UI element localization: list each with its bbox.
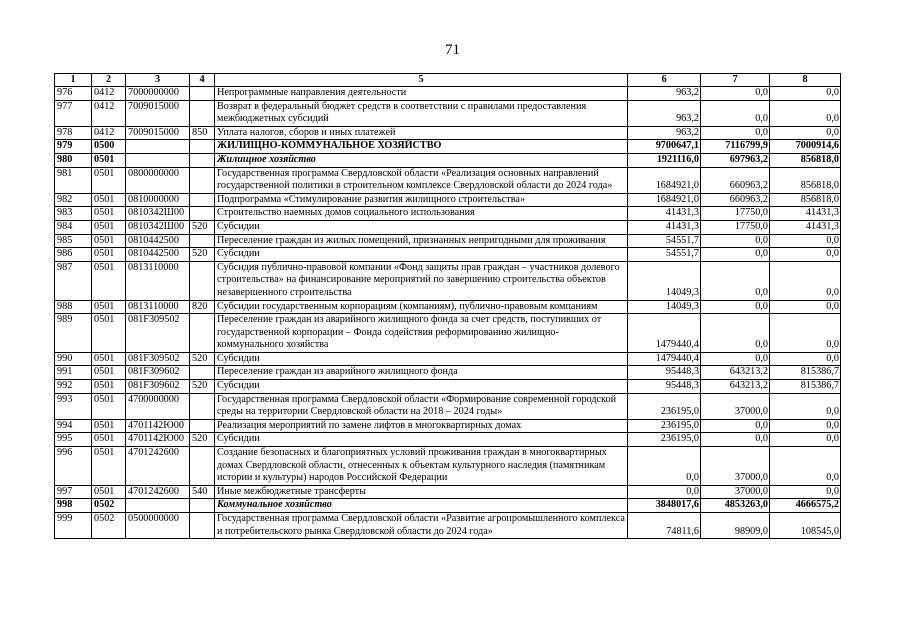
amount-year1-cell: 41431,3 [628,220,701,234]
target-article-cell: 0800000000 [126,167,190,193]
amount-year2-cell: 0,0 [701,248,770,262]
amount-year3-cell: 0,0 [770,100,841,126]
amount-year2-cell: 0,0 [701,300,770,314]
table-row [55,87,841,101]
item-name-cell: Переселение граждан из жилых помещений, признанных непригодными для проживания [215,234,628,248]
target-article-cell: 0500000000 [126,513,190,539]
expense-type-cell [190,207,215,221]
amount-year2-cell: 643213,2 [701,366,770,380]
target-article-cell: 0810342Ш00 [126,220,190,234]
expense-type-cell [190,140,215,154]
target-article-cell: 081F309502 [126,352,190,366]
amount-year2-cell: 0,0 [701,314,770,353]
item-name-cell: Государственная программа Свердловской области «Развитие агропромышленного комплекса и потребительского рынка Свердловской области до 2024 года» [215,513,628,539]
expense-type-cell [190,153,215,167]
section-code-cell: 0501 [92,207,126,221]
section-code-cell: 0500 [92,140,126,154]
target-article-cell: 0810442500 [126,248,190,262]
table-row [55,433,841,447]
row-number-cell: 990 [55,352,92,366]
amount-year1-cell: 236195,0 [628,419,701,433]
amount-year1-cell: 95448,3 [628,366,701,380]
row-number-cell: 993 [55,393,92,419]
row-number-cell: 978 [55,126,92,140]
item-name-cell: Реализация мероприятий по замене лифтов в многоквартирных домах [215,419,628,433]
header-row [55,74,841,87]
row-number-cell: 989 [55,314,92,353]
amount-year3-cell: 0,0 [770,126,841,140]
row-number-cell: 983 [55,207,92,221]
amount-year3-cell: 0,0 [770,87,841,101]
section-code-cell: 0501 [92,153,126,167]
expense-type-cell [190,419,215,433]
row-number-cell: 997 [55,485,92,499]
item-name-cell: Субсидии [215,433,628,447]
section-code-cell: 0501 [92,485,126,499]
amount-year3-cell: 815386,7 [770,366,841,380]
amount-year3-cell: 856818,0 [770,193,841,207]
target-article-cell: 4701242600 [126,447,190,486]
amount-year3-cell: 0,0 [770,447,841,486]
expense-type-cell [190,499,215,513]
amount-year2-cell: 0,0 [701,352,770,366]
amount-year2-cell: 660963,2 [701,193,770,207]
item-name-cell: Коммунальное хозяйство [215,499,628,513]
amount-year1-cell: 54551,7 [628,234,701,248]
section-code-cell: 0501 [92,248,126,262]
amount-year3-cell: 0,0 [770,419,841,433]
target-article-cell: 4701242600 [126,485,190,499]
row-number-cell: 985 [55,234,92,248]
amount-year1-cell: 14049,3 [628,261,701,300]
amount-year1-cell: 54551,7 [628,248,701,262]
item-name-cell: Государственная программа Свердловской области «Формирование современной городской среды на территории Свердловской области на 2018 – 2024 годы» [215,393,628,419]
expense-type-cell [190,513,215,539]
expense-type-cell: 850 [190,126,215,140]
row-number-cell: 992 [55,380,92,394]
section-code-cell: 0501 [92,419,126,433]
target-article-cell: 0810342Ш00 [126,207,190,221]
expense-type-cell: 820 [190,300,215,314]
row-number-cell: 996 [55,447,92,486]
row-number-cell: 976 [55,87,92,101]
item-name-cell: Субсидии [215,248,628,262]
amount-year1-cell: 236195,0 [628,393,701,419]
target-article-cell: 4701142Ю00 [126,419,190,433]
expense-type-cell: 520 [190,352,215,366]
section-code-cell: 0412 [92,87,126,101]
section-code-cell: 0501 [92,314,126,353]
amount-year1-cell: 1684921,0 [628,167,701,193]
section-code-cell: 0501 [92,261,126,300]
table-row [55,366,841,380]
target-article-cell [126,140,190,154]
amount-year2-cell: 0,0 [701,261,770,300]
target-article-cell: 081F309602 [126,380,190,394]
header-cell-3: 3 [126,74,190,87]
amount-year3-cell: 856818,0 [770,167,841,193]
amount-year3-cell: 0,0 [770,433,841,447]
target-article-cell: 0813110000 [126,300,190,314]
target-article-cell [126,153,190,167]
header-cell-8: 8 [770,74,841,87]
table-row [55,234,841,248]
section-code-cell: 0501 [92,167,126,193]
row-number-cell: 982 [55,193,92,207]
item-name-cell: Субсидии государственным корпорациям (компаниям), публично-правовым компаниям [215,300,628,314]
amount-year1-cell: 963,2 [628,126,701,140]
section-code-cell: 0501 [92,234,126,248]
amount-year2-cell: 4853263,0 [701,499,770,513]
amount-year3-cell: 7000914,6 [770,140,841,154]
budget-table [54,73,841,539]
table-row [55,193,841,207]
section-code-cell: 0501 [92,433,126,447]
amount-year2-cell: 0,0 [701,100,770,126]
item-name-cell: Переселение граждан из аварийного жилищного фонда за счет средств, поступивших от государственной корпорации – Фонда содействия реформированию жилищно-коммунального хозяйства [215,314,628,353]
row-number-cell: 999 [55,513,92,539]
row-number-cell: 995 [55,433,92,447]
expense-type-cell [190,234,215,248]
table-row [55,419,841,433]
expense-type-cell [190,100,215,126]
row-number-cell: 991 [55,366,92,380]
table-header [55,74,841,87]
table-row [55,380,841,394]
row-number-cell: 977 [55,100,92,126]
target-article-cell: 4700000000 [126,393,190,419]
amount-year1-cell: 1479440,4 [628,314,701,353]
target-article-cell: 081F309502 [126,314,190,353]
section-code-cell: 0501 [92,193,126,207]
table-row [55,314,841,353]
row-number-cell: 998 [55,499,92,513]
amount-year2-cell: 0,0 [701,126,770,140]
amount-year1-cell: 236195,0 [628,433,701,447]
amount-year1-cell: 14049,3 [628,300,701,314]
section-code-cell: 0501 [92,380,126,394]
table-row [55,126,841,140]
expense-type-cell [190,314,215,353]
header-cell-6: 6 [628,74,701,87]
amount-year1-cell: 9700647,1 [628,140,701,154]
row-number-cell: 984 [55,220,92,234]
amount-year1-cell: 963,2 [628,100,701,126]
table-row [55,485,841,499]
amount-year1-cell: 1684921,0 [628,193,701,207]
expense-type-cell: 520 [190,220,215,234]
table-row [55,513,841,539]
expense-type-cell [190,447,215,486]
table-row [55,300,841,314]
expense-type-cell [190,167,215,193]
amount-year3-cell: 0,0 [770,393,841,419]
table-row [55,447,841,486]
item-name-cell: Строительство наемных домов социального использования [215,207,628,221]
item-name-cell: Подпрограмма «Стимулирование развития жилищного строительства» [215,193,628,207]
table-row [55,393,841,419]
amount-year3-cell: 856818,0 [770,153,841,167]
item-name-cell: Создание безопасных и благоприятных условий проживания граждан в многоквартирных домах Свердловской области, отнесенных к объектам культурного наследия (памятникам истории и культуры) народов Российской Федерации [215,447,628,486]
item-name-cell: Иные межбюджетные трансферты [215,485,628,499]
amount-year3-cell: 41431,3 [770,207,841,221]
table-row [55,153,841,167]
amount-year2-cell: 660963,2 [701,167,770,193]
table-row [55,261,841,300]
amount-year2-cell: 0,0 [701,87,770,101]
amount-year2-cell: 37000,0 [701,393,770,419]
section-code-cell: 0412 [92,100,126,126]
table-row [55,499,841,513]
amount-year3-cell: 815386,7 [770,380,841,394]
amount-year1-cell: 74811,6 [628,513,701,539]
expense-type-cell: 520 [190,380,215,394]
amount-year3-cell: 0,0 [770,234,841,248]
row-number-cell: 979 [55,140,92,154]
target-article-cell: 7009015000 [126,100,190,126]
item-name-cell: Непрограммные направления деятельности [215,87,628,101]
target-article-cell: 7000000000 [126,87,190,101]
amount-year1-cell: 3848017,6 [628,499,701,513]
table-row [55,140,841,154]
table-row [55,207,841,221]
section-code-cell: 0501 [92,366,126,380]
target-article-cell [126,499,190,513]
amount-year2-cell: 7116799,9 [701,140,770,154]
amount-year1-cell: 1479440,4 [628,352,701,366]
section-code-cell: 0502 [92,513,126,539]
section-code-cell: 0501 [92,300,126,314]
section-code-cell: 0502 [92,499,126,513]
amount-year3-cell: 0,0 [770,248,841,262]
section-code-cell: 0501 [92,352,126,366]
item-name-cell: ЖИЛИЩНО-КОММУНАЛЬНОЕ ХОЗЯЙСТВО [215,140,628,154]
table-row [55,248,841,262]
target-article-cell: 4701142Ю00 [126,433,190,447]
table-body [55,87,841,539]
section-code-cell: 0501 [92,220,126,234]
amount-year2-cell: 37000,0 [701,485,770,499]
target-article-cell: 081F309602 [126,366,190,380]
amount-year1-cell: 41431,3 [628,207,701,221]
item-name-cell: Жилищное хозяйство [215,153,628,167]
expense-type-cell [190,193,215,207]
item-name-cell: Субсидии [215,220,628,234]
amount-year1-cell: 0,0 [628,485,701,499]
amount-year1-cell: 1921116,0 [628,153,701,167]
amount-year2-cell: 0,0 [701,419,770,433]
row-number-cell: 994 [55,419,92,433]
header-cell-2: 2 [92,74,126,87]
amount-year2-cell: 37000,0 [701,447,770,486]
amount-year3-cell: 0,0 [770,261,841,300]
amount-year2-cell: 643213,2 [701,380,770,394]
row-number-cell: 986 [55,248,92,262]
expense-type-cell: 520 [190,433,215,447]
amount-year3-cell: 0,0 [770,314,841,353]
amount-year3-cell: 0,0 [770,485,841,499]
amount-year3-cell: 0,0 [770,300,841,314]
amount-year3-cell: 108545,0 [770,513,841,539]
expense-type-cell [190,393,215,419]
section-code-cell: 0501 [92,447,126,486]
amount-year3-cell: 4666575,2 [770,499,841,513]
amount-year2-cell: 0,0 [701,234,770,248]
amount-year2-cell: 17750,0 [701,207,770,221]
item-name-cell: Субсидии [215,380,628,394]
amount-year2-cell: 697963,2 [701,153,770,167]
header-cell-1: 1 [55,74,92,87]
item-name-cell: Переселение граждан из аварийного жилищного фонда [215,366,628,380]
header-cell-7: 7 [701,74,770,87]
amount-year1-cell: 963,2 [628,87,701,101]
expense-type-cell [190,366,215,380]
section-code-cell: 0501 [92,393,126,419]
item-name-cell: Возврат в федеральный бюджет средств в соответствии с правилами предоставления межбюджетных субсидий [215,100,628,126]
table-row [55,167,841,193]
header-cell-5: 5 [215,74,628,87]
expense-type-cell [190,261,215,300]
expense-type-cell: 520 [190,248,215,262]
section-code-cell: 0412 [92,126,126,140]
row-number-cell: 987 [55,261,92,300]
amount-year1-cell: 0,0 [628,447,701,486]
row-number-cell: 981 [55,167,92,193]
row-number-cell: 988 [55,300,92,314]
amount-year2-cell: 98909,0 [701,513,770,539]
table-row [55,220,841,234]
page-number: 71 [445,42,460,58]
item-name-cell: Уплата налогов, сборов и иных платежей [215,126,628,140]
expense-type-cell: 540 [190,485,215,499]
target-article-cell: 0810000000 [126,193,190,207]
item-name-cell: Субсидии [215,352,628,366]
target-article-cell: 0813110000 [126,261,190,300]
expense-type-cell [190,87,215,101]
amount-year2-cell: 17750,0 [701,220,770,234]
header-cell-4: 4 [190,74,215,87]
item-name-cell: Субсидия публично-правовой компании «Фонд защиты прав граждан – участников долевого строительства» на финансирование мероприятий по завершению строительства объектов незавершенного строительства [215,261,628,300]
table-row [55,100,841,126]
amount-year3-cell: 0,0 [770,352,841,366]
amount-year1-cell: 95448,3 [628,380,701,394]
amount-year2-cell: 0,0 [701,433,770,447]
amount-year3-cell: 41431,3 [770,220,841,234]
item-name-cell: Государственная программа Свердловской области «Реализация основных направлений государственной политики в строительном комплексе Свердловской области до 2024 года» [215,167,628,193]
table-row [55,352,841,366]
target-article-cell: 7009015000 [126,126,190,140]
target-article-cell: 0810442500 [126,234,190,248]
row-number-cell: 980 [55,153,92,167]
